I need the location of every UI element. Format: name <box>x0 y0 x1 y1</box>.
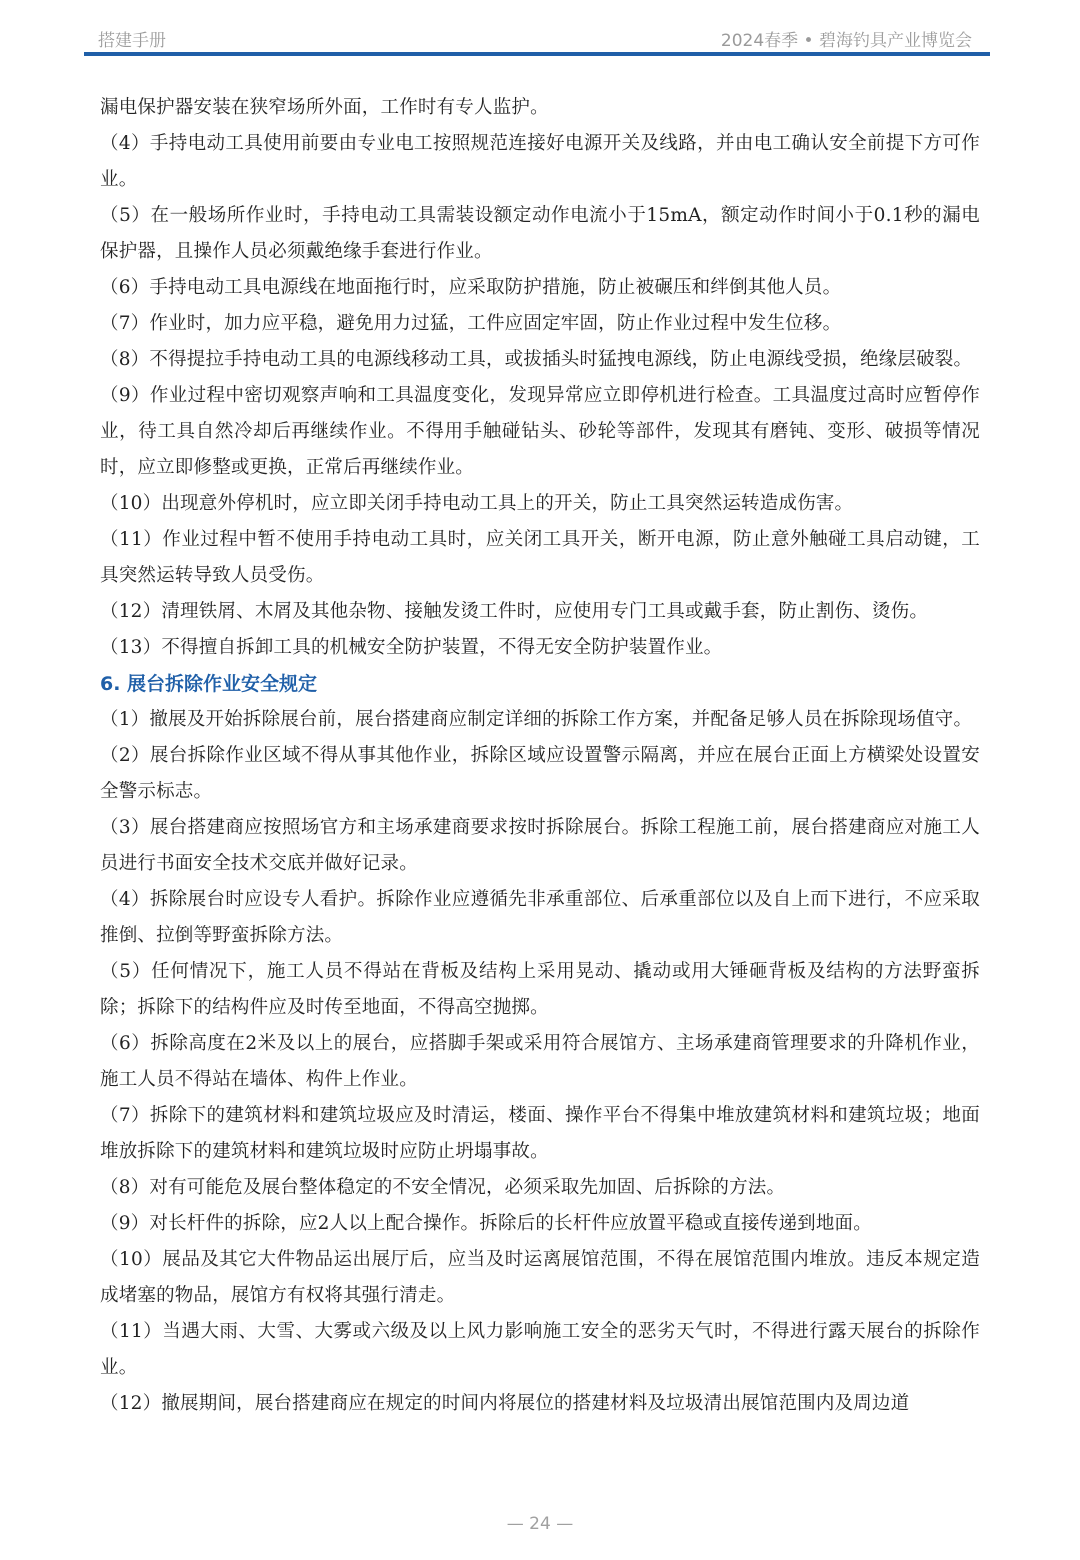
section-paragraph: （6）拆除高度在2米及以上的展台，应搭脚手架或采用符合展馆方、主场承建商管理要求的升降机作业，施工人员不得站在墙体、构件上作业。 <box>100 1033 980 1090</box>
section-paragraph: （12）撤展期间，展台搭建商应在规定的时间内将展位的搭建材料及垃圾清出展馆范围内及周边道 <box>100 1393 910 1414</box>
section-paragraph: （1）撤展及开始拆除展台前，展台搭建商应制定详细的拆除工作方案，并配备足够人员在拆除现场值守。 <box>100 709 973 730</box>
paragraph: （13）不得擅自拆卸工具的机械安全防护装置，不得无安全防护装置作业。 <box>100 637 723 658</box>
paragraph: （11）作业过程中暂不使用手持电动工具时，应关闭工具开关，断开电源，防止意外触碰工具启动键，工具突然运转导致人员受伤。 <box>100 529 980 586</box>
section-paragraph: （7）拆除下的建筑材料和建筑垃圾应及时清运，楼面、操作平台不得集中堆放建筑材料和建筑垃圾；地面堆放拆除下的建筑材料和建筑垃圾时应防止坍塌事故。 <box>100 1105 980 1162</box>
section-paragraph: （8）对有可能危及展台整体稳定的不安全情况，必须采取先加固、后拆除的方法。 <box>100 1177 786 1198</box>
header-divider <box>84 52 990 56</box>
document-body <box>100 90 980 1422</box>
section-paragraph: （9）对长杆件的拆除，应2人以上配合操作。拆除后的长杆件应放置平稳或直接传递到地面。 <box>100 1213 872 1234</box>
section-heading: 6. 展台拆除作业安全规定 <box>100 673 318 695</box>
section-paragraph: （4）拆除展台时应设专人看护。拆除作业应遵循先非承重部位、后承重部位以及自上而下进行，不应采取推倒、拉倒等野蛮拆除方法。 <box>100 889 980 946</box>
section-paragraph: （10）展品及其它大件物品运出展厅后，应当及时运离展馆范围，不得在展馆范围内堆放。违反本规定造成堵塞的物品，展馆方有权将其强行清走。 <box>100 1249 980 1306</box>
paragraph: 漏电保护器安装在狭窄场所外面，工作时有专人监护。 <box>100 97 549 118</box>
page-number: — 24 — <box>506 1514 574 1534</box>
paragraph: （9）作业过程中密切观察声响和工具温度变化，发现异常应立即停机进行检查。工具温度过高时应暂停作业，待工具自然冷却后再继续作业。不得用手触碰钻头、砂轮等部件，发现其有磨钝、变形、破损等情况时，应立即修整或更换，正常后再继续作业。 <box>100 385 980 478</box>
section-paragraph: （11）当遇大雨、大雪、大雾或六级及以上风力影响施工安全的恶劣天气时，不得进行露天展台的拆除作业。 <box>100 1321 980 1378</box>
paragraph: （10）出现意外停机时，应立即关闭手持电动工具上的开关，防止工具突然运转造成伤害。 <box>100 493 854 514</box>
paragraph: （5）在一般场所作业时，手持电动工具需装设额定动作电流小于15mA，额定动作时间小于0.1秒的漏电保护器，且操作人员必须戴绝缘手套进行作业。 <box>100 205 980 262</box>
section-paragraph: （2）展台拆除作业区域不得从事其他作业，拆除区域应设置警示隔离，并应在展台正面上方横梁处设置安全警示标志。 <box>100 745 980 802</box>
paragraph: （12）清理铁屑、木屑及其他杂物、接触发烫工件时，应使用专门工具或戴手套，防止割伤、烫伤。 <box>100 601 929 622</box>
section-paragraph: （3）展台搭建商应按照场官方和主场承建商要求按时拆除展台。拆除工程施工前，展台搭建商应对施工人员进行书面安全技术交底并做好记录。 <box>100 817 980 874</box>
header-manual-title: 搭建手册 <box>98 31 166 51</box>
section-paragraph: （5）任何情况下，施工人员不得站在背板及结构上采用晃动、撬动或用大锤砸背板及结构的方法野蛮拆除；拆除下的结构件应及时传至地面，不得高空抛掷。 <box>100 961 980 1018</box>
header-event-title: 2024春季 • 碧海钓具产业博览会 <box>720 31 972 51</box>
paragraph: （8）不得提拉手持电动工具的电源线移动工具，或拔插头时猛拽电源线，防止电源线受损，绝缘层破裂。 <box>100 349 973 370</box>
paragraph: （6）手持电动工具电源线在地面拖行时，应采取防护措施，防止被碾压和绊倒其他人员。 <box>100 277 842 298</box>
paragraph: （7）作业时，加力应平稳，避免用力过猛，工件应固定牢固，防止作业过程中发生位移。 <box>100 313 842 334</box>
page-header <box>84 22 990 52</box>
paragraph: （4）手持电动工具使用前要由专业电工按照规范连接好电源开关及线路，并由电工确认安全前提下方可作业。 <box>100 133 980 190</box>
